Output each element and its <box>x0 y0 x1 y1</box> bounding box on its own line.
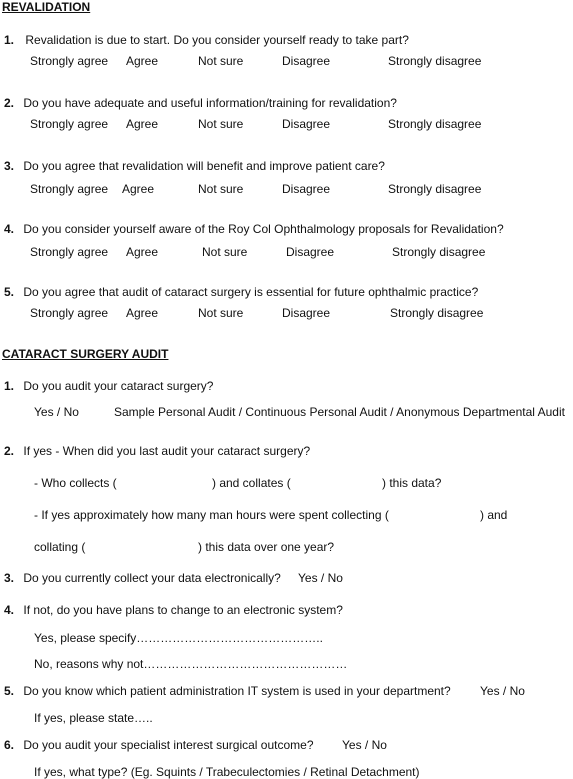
option-not-sure[interactable]: Not sure <box>202 245 248 259</box>
option-strongly-disagree[interactable]: Strongly disagree <box>388 54 482 68</box>
collates-label: ) and collates ( <box>212 476 291 490</box>
option-strongly-agree[interactable]: Strongly agree <box>30 306 109 320</box>
man-hours-and-label: ) and <box>480 508 508 522</box>
revalidation-question-2 <box>4 96 397 110</box>
question-number: 1. <box>4 379 15 393</box>
question-text: Do you consider yourself aware of the Roy Col Ophthalmology proposals for Revalidation? <box>23 222 504 236</box>
option-not-sure[interactable]: Not sure <box>198 182 244 196</box>
question-text: Do you currently collect your data electronically? <box>23 571 281 585</box>
question-text: Do you agree that revalidation will benefit and improve patient care? <box>23 159 385 173</box>
option-disagree[interactable]: Disagree <box>282 117 331 131</box>
question-text: Do you agree that audit of cataract surgery is essential for future ophthalmic practice? <box>23 285 479 299</box>
audit-heading: CATARACT SURGERY AUDIT <box>2 347 169 361</box>
option-agree[interactable]: Agree <box>126 245 159 259</box>
audit-question-5 <box>4 684 451 698</box>
option-strongly-disagree[interactable]: Strongly disagree <box>388 117 482 131</box>
pas-state-line[interactable]: If yes, please state….. <box>34 711 153 725</box>
revalidation-question-4 <box>4 222 504 236</box>
option-agree[interactable]: Agree <box>122 182 155 196</box>
option-not-sure[interactable]: Not sure <box>198 117 244 131</box>
revalidation-heading: REVALIDATION <box>2 0 91 14</box>
option-disagree[interactable]: Disagree <box>286 245 335 259</box>
revalidation-question-3 <box>4 159 385 173</box>
question-number: 3. <box>4 571 15 585</box>
revalidation-question-5 <box>4 285 478 299</box>
collating-end-label: ) this data over one year? <box>198 540 335 554</box>
option-agree[interactable]: Agree <box>126 306 159 320</box>
option-not-sure[interactable]: Not sure <box>198 306 244 320</box>
question-number: 1. <box>4 33 15 47</box>
audit-question-2 <box>4 444 310 458</box>
specialist-yes-no[interactable]: Yes / No <box>342 738 387 752</box>
question-number: 2. <box>4 444 15 458</box>
question-number: 5. <box>4 285 15 299</box>
question-number: 2. <box>4 96 15 110</box>
option-strongly-agree[interactable]: Strongly agree <box>30 117 109 131</box>
question-text: If yes - When did you last audit your cataract surgery? <box>23 444 311 458</box>
collating-label: collating ( <box>34 540 86 554</box>
option-disagree[interactable]: Disagree <box>282 54 331 68</box>
question-number: 3. <box>4 159 15 173</box>
option-strongly-disagree[interactable]: Strongly disagree <box>388 182 482 196</box>
question-text: If not, do you have plans to change to an electronic system? <box>23 603 343 617</box>
audit-question-4 <box>4 603 343 617</box>
audit-question-1 <box>4 379 213 393</box>
man-hours-label: - If yes approximately how many man hours were spent collecting ( <box>34 508 389 522</box>
revalidation-question-1 <box>4 33 409 47</box>
who-collects-label: - Who collects ( <box>34 476 117 490</box>
question-text: Revalidation is due to start. Do you consider yourself ready to take part? <box>25 33 409 47</box>
option-disagree[interactable]: Disagree <box>282 182 331 196</box>
option-disagree[interactable]: Disagree <box>282 306 331 320</box>
audit-question-3 <box>4 571 281 585</box>
option-not-sure[interactable]: Not sure <box>198 54 244 68</box>
question-number: 4. <box>4 603 15 617</box>
audit-question-6 <box>4 738 314 752</box>
pas-yes-no[interactable]: Yes / No <box>480 684 525 698</box>
option-agree[interactable]: Agree <box>126 54 159 68</box>
specialist-type-line[interactable]: If yes, what type? (Eg. Squints / Trabeculectomies / Retinal Detachment) <box>34 765 420 779</box>
audit-type-options[interactable]: Sample Personal Audit / Continuous Personal Audit / Anonymous Departmental Audit <box>114 405 565 419</box>
electronic-yes-no[interactable]: Yes / No <box>298 571 343 585</box>
option-strongly-agree[interactable]: Strongly agree <box>30 245 109 259</box>
question-number: 6. <box>4 738 15 752</box>
question-text: Do you audit your cataract surgery? <box>23 379 214 393</box>
option-strongly-disagree[interactable]: Strongly disagree <box>392 245 486 259</box>
audit-yes-no[interactable]: Yes / No <box>34 405 79 419</box>
option-strongly-agree[interactable]: Strongly agree <box>30 182 109 196</box>
question-text: Do you have adequate and useful information/training for revalidation? <box>23 96 397 110</box>
this-data-label: ) this data? <box>382 476 442 490</box>
question-text: Do you audit your specialist interest surgical outcome? <box>23 738 314 752</box>
question-text: Do you know which patient administration IT system is used in your department? <box>23 684 451 698</box>
question-number: 5. <box>4 684 15 698</box>
option-agree[interactable]: Agree <box>126 117 159 131</box>
yes-specify-line[interactable]: Yes, please specify……………………………………….. <box>34 631 323 645</box>
option-strongly-agree[interactable]: Strongly agree <box>30 54 109 68</box>
no-reasons-line[interactable]: No, reasons why not…………………………………………… <box>34 657 348 671</box>
option-strongly-disagree[interactable]: Strongly disagree <box>390 306 484 320</box>
question-number: 4. <box>4 222 15 236</box>
